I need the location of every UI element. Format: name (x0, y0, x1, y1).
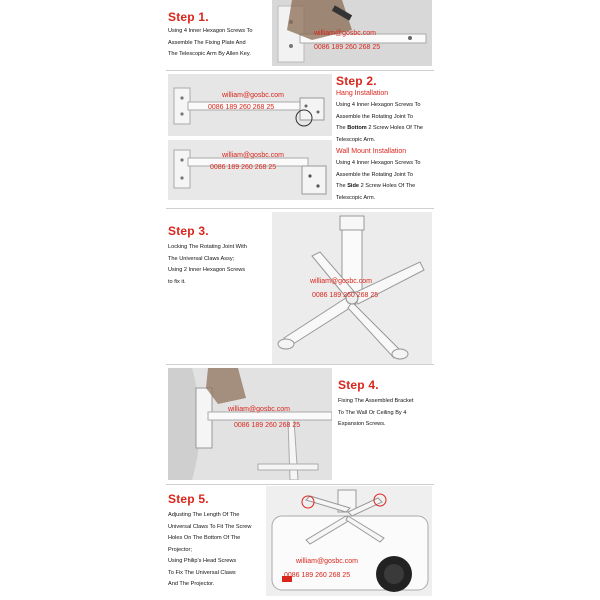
step2-hang-photo (168, 74, 332, 136)
step3-line: Using 2 Inner Hexagon Screws (168, 267, 246, 273)
step5-line: Holes On The Bottom Of The (168, 535, 241, 541)
step2-hang-word: The (336, 125, 346, 131)
step3-line: to fix it. (168, 278, 186, 285)
step5-title: Step 5. (168, 492, 209, 506)
step3-photo (272, 212, 432, 364)
bottom-emphasis: Bottom (347, 125, 367, 131)
watermark-phone: 0086 189 260 268 25 (312, 292, 379, 299)
step5-line: Projector; (168, 546, 192, 553)
step2-title: Step 2. (336, 74, 377, 88)
step5-line: Adjusting The Length Of The (168, 512, 240, 518)
step5-photo (266, 486, 432, 596)
watermark-email: william@gosbc.com (314, 30, 376, 37)
watermark-phone: 0086 189 260 268 25 (208, 104, 275, 111)
step2-wall-line: Telescopic Arm. (336, 194, 376, 201)
step3-description (168, 242, 268, 288)
step2-hang-description (336, 100, 442, 146)
watermark-email: william@gosbc.com (310, 278, 372, 285)
step1-title: Step 1. (168, 10, 209, 24)
watermark-email: william@gosbc.com (222, 92, 284, 99)
watermark-phone: 0086 189 260 268 25 (234, 422, 301, 429)
step5-line: And The Projector. (168, 581, 215, 587)
side-emphasis: Side (347, 183, 360, 189)
step1-line: Using 4 Inner Hexagon Screws To (168, 28, 253, 34)
watermark-phone: 0086 189 260 268 25 (284, 572, 351, 579)
step2-wall-line (336, 181, 442, 193)
step5-line: Using Philip's Head Screws (168, 558, 237, 564)
step2-wall-word: The (336, 183, 346, 189)
step2-hang-line: Telescopic Arm. (336, 136, 376, 143)
step3-title: Step 3. (168, 224, 209, 238)
step2-wall-line: Using 4 Inner Hexagon Screws To (336, 160, 421, 166)
divider (166, 208, 434, 209)
step4-photo (168, 368, 332, 480)
divider (166, 364, 434, 365)
step2-hang-line (336, 123, 442, 135)
step5-line: Universal Claws To Fit The Screw (168, 523, 252, 530)
step2-wall-line: Assemble the Rotating Joint To (336, 171, 414, 178)
step3-line: Locking The Rotating Joint With (168, 244, 247, 250)
step2-wall-photo (168, 140, 332, 200)
step5-line: To Fix The Universal Claws (168, 569, 236, 576)
step4-line: Fixing The Assembled Bracket (338, 398, 414, 404)
step2-hang-word: 2 Screw Holes Of The (368, 125, 423, 131)
divider (166, 70, 434, 71)
projector-image (266, 486, 432, 596)
watermark-email: william@gosbc.com (222, 152, 284, 159)
hang-installation-heading: Hang Installation (336, 90, 389, 97)
universal-claws-image (272, 212, 432, 364)
step2-hang-line: Assemble the Rotating Joint To (336, 113, 414, 120)
step3-line: The Universal Claws Assy; (168, 255, 235, 262)
watermark-phone: 0086 189 260 268 25 (314, 44, 381, 51)
watermark-phone: 0086 189 260 268 25 (210, 164, 277, 171)
watermark-email: william@gosbc.com (296, 558, 358, 565)
step1-photo (272, 0, 432, 66)
step4-line: To The Wall Or Ceiling By 4 (338, 409, 407, 416)
step5-description (168, 510, 268, 591)
step2-wall-description (336, 158, 442, 204)
step1-line: The Telescopic Arm By Allen Key. (168, 51, 251, 57)
wall-mount-installation-heading: Wall Mount Installation (336, 148, 407, 155)
step2-hang-line: Using 4 Inner Hexagon Screws To (336, 102, 421, 108)
step4-title: Step 4. (338, 378, 379, 392)
step4-description (338, 396, 438, 431)
divider (166, 484, 434, 485)
watermark-email: william@gosbc.com (228, 406, 290, 413)
step2-wall-word: 2 Screw Holes Of The (360, 183, 416, 189)
step1-line: Assemble The Fixing Plate And (168, 39, 246, 46)
step4-line: Expansion Screws. (338, 421, 386, 427)
